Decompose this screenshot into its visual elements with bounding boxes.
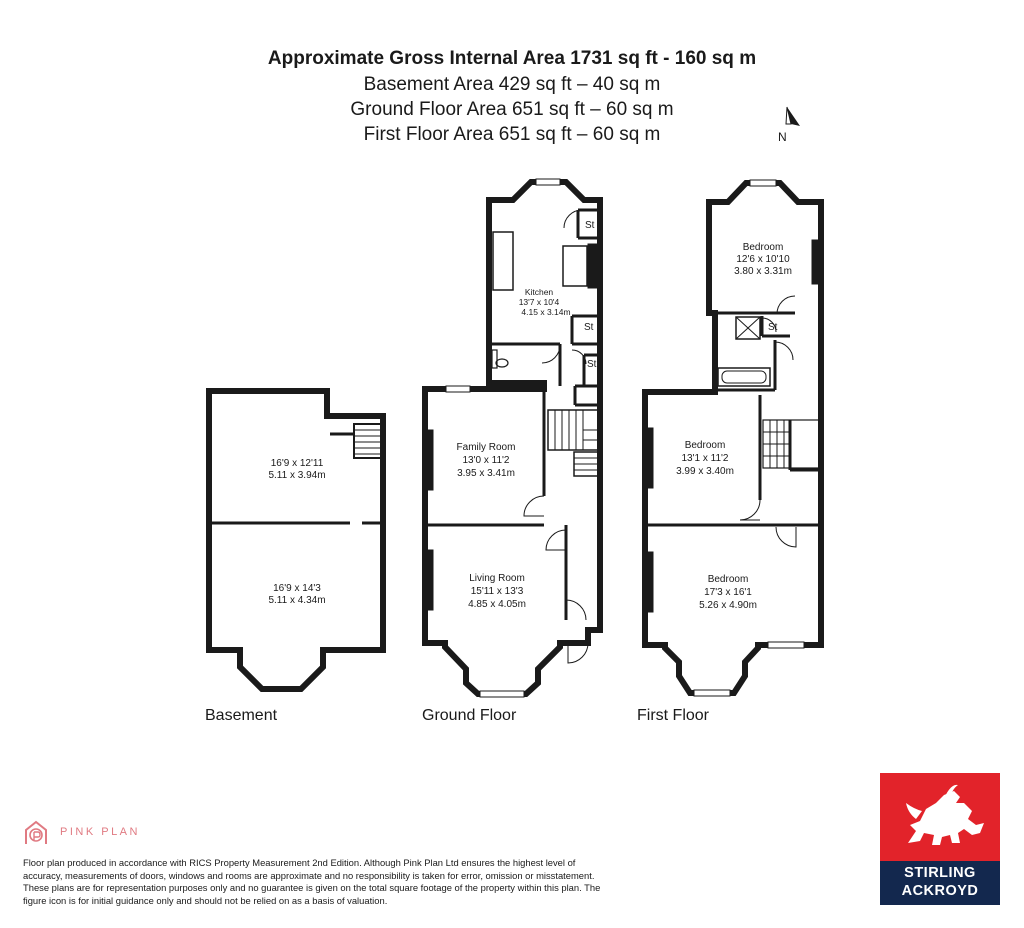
rear-bedroom-metric: 3.80 x 3.31m [734, 266, 792, 277]
rear-bedroom-size: 12'6 x 10'10 [736, 254, 790, 265]
compass-label: N [778, 130, 787, 144]
kitchen-name: Kitchen [524, 287, 554, 297]
first-floor-area-text: First Floor Area 651 sq ft – 60 sq m [363, 124, 661, 145]
basement-room1-size: 16'9 x 12'11 [270, 458, 324, 469]
basement-label: Basement [205, 707, 278, 724]
family-room-metric: 3.95 x 3.41m [457, 468, 515, 479]
total-area-heading: Approximate Gross Internal Area 1731 sq ft - 160 sq m [267, 48, 757, 69]
middle-bedroom-name: Bedroom [684, 440, 726, 451]
ground-floor-plan [425, 182, 600, 694]
ground-store-label-3: St [587, 359, 597, 370]
rear-bedroom-name: Bedroom [742, 242, 784, 253]
ground-floor-area-text: Ground Floor Area 651 sq ft – 60 sq m [350, 99, 674, 120]
first-doors [740, 296, 796, 547]
family-room-name: Family Room [456, 442, 516, 453]
disclaimer-text: Floor plan produced in accordance with RICS Property Measurement 2nd Edition. Although Pink Plan Ltd ensures the highest level of accuracy, measurements of doors, windows and rooms are approximate and no responsibility is taken for error, omission or misstatement. These plans are for representation purposes only and no guarantee is given on the total square footage of the property within this plan. The figure icon is for initial guidance only and should not be relied on as a basis of valuation. [23, 857, 601, 906]
first-floor-label: First Floor [637, 707, 709, 724]
front-bedroom-name: Bedroom [707, 574, 749, 585]
basement-area-text: Basement Area 429 sq ft – 40 sq m [363, 74, 661, 95]
basement-room1-metric: 5.11 x 3.94m [268, 470, 326, 481]
basement-plan [209, 391, 383, 689]
agent-name-line1: STIRLING [904, 865, 976, 881]
ground-floor-label: Ground Floor [422, 707, 517, 724]
griffin-icon [880, 773, 1000, 861]
first-store-label: St [768, 322, 778, 333]
living-room-size: 15'11 x 13'3 [470, 586, 524, 597]
agent-logo-red-panel [880, 773, 1000, 861]
agent-name-line2: ACKROYD [901, 883, 979, 899]
stirling-ackroyd-logo [880, 773, 1000, 905]
compass-icon [778, 107, 800, 144]
ground-doors [524, 210, 588, 663]
kitchen-size: 13'7 x 10'4 [518, 297, 560, 307]
middle-bedroom-size: 13'1 x 11'2 [681, 453, 729, 464]
kitchen-metric: 4.15 x 3.14m [521, 307, 571, 317]
first-floor-plan [645, 183, 821, 693]
basement-room2-metric: 5.11 x 4.34m [268, 595, 326, 606]
ground-store-label-2: St [584, 322, 594, 333]
kitchen-store-label: St [585, 220, 595, 231]
middle-bedroom-metric: 3.99 x 3.40m [676, 466, 734, 477]
family-room-size: 13'0 x 11'2 [462, 455, 510, 466]
living-room-name: Living Room [469, 573, 525, 584]
pink-plan-name: PINK PLAN [60, 826, 140, 838]
front-bedroom-size: 17'3 x 16'1 [704, 587, 752, 598]
living-room-metric: 4.85 x 4.05m [468, 599, 526, 610]
front-bedroom-metric: 5.26 x 4.90m [699, 600, 757, 611]
basement-room2-size: 16'9 x 14'3 [273, 583, 321, 594]
